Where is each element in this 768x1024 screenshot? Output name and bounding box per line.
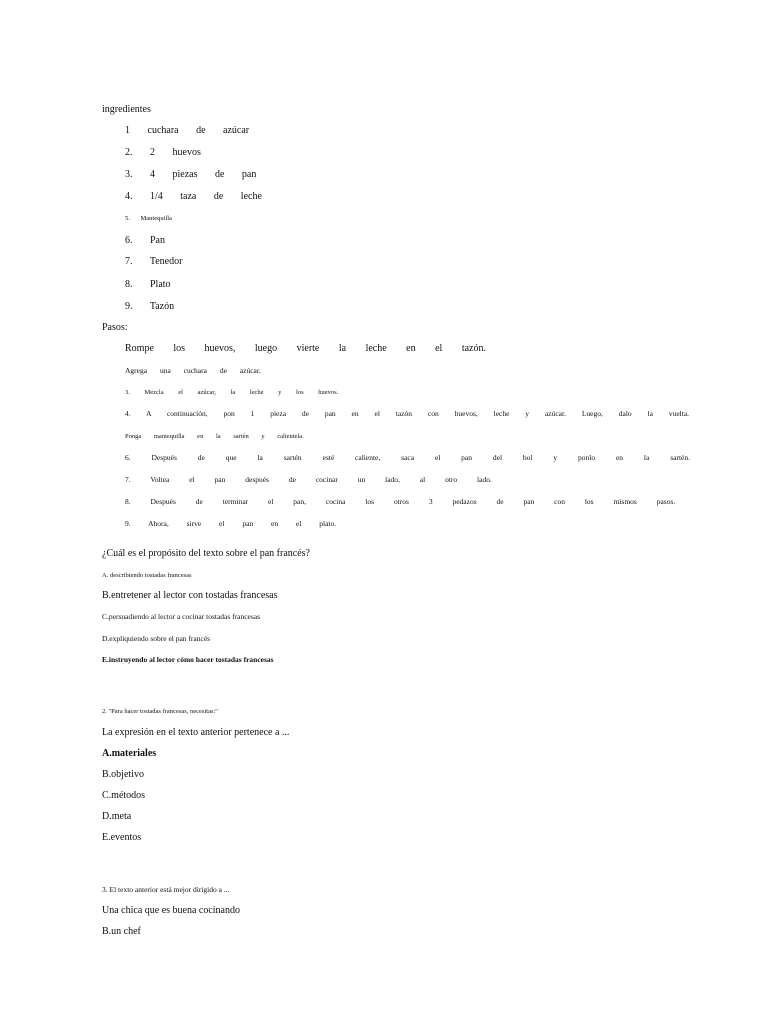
- q2-option-b: B.objetivo: [102, 769, 144, 780]
- question-2-quote: 2. "Para hacer tostadas francesas, necesitas:": [102, 708, 218, 715]
- step-item: 9. Ahora, sirve el pan en el plato.: [125, 519, 337, 528]
- ingredient-item: 6. Pan: [125, 235, 165, 246]
- step-item: 7. Voltea el pan después de cocinar un lado, al otro lado.: [125, 475, 492, 484]
- q2-option-d: D.meta: [102, 811, 132, 822]
- ingredient-item: 5. Mantequilla: [125, 215, 172, 222]
- q2-option-a: A.materiales: [102, 748, 157, 759]
- step-item: 6. Después de que la sartén esté caliente, saca el pan del bol y ponlo en la sartén.: [125, 453, 690, 462]
- step-item: Agrega una cuchara de azúcar.: [125, 366, 261, 375]
- step-item: Ponga mantequilla en la sartén y calientela.: [125, 433, 304, 440]
- q2-option-c: C.métodos: [102, 790, 146, 801]
- step-item: 4. A continuación, pon 1 pieza de pan en el tazón con huevos, leche y azúcar. Luego, dalo la vuelta.: [125, 409, 690, 418]
- ingredient-item: 8. Plato: [125, 279, 171, 290]
- q1-option-d: D.expliquiendo sobre el pan francés: [102, 634, 211, 643]
- ingredients-heading: ingredientes: [102, 104, 151, 115]
- q1-option-c: C.persuadiendo al lector a cocinar tostadas francesas: [102, 612, 261, 621]
- ingredient-item: 4. 1/4 taza de leche: [125, 191, 262, 202]
- ingredient-item: 1 cuchara de azúcar: [125, 125, 250, 136]
- q3-option-a: Una chica que es buena cocinando: [102, 905, 240, 916]
- question-1: ¿Cuál es el propósito del texto sobre el pan francés?: [102, 548, 310, 559]
- q3-option-b: B.un chef: [102, 926, 141, 937]
- ingredient-item: 9. Tazón: [125, 301, 175, 312]
- q1-option-b: B.entretener al lector con tostadas francesas: [102, 590, 278, 601]
- q1-option-e: E.instruyendo al lector cómo hacer tostadas francesas: [102, 655, 274, 664]
- steps-heading: Pasos:: [102, 322, 128, 333]
- ingredient-item: 7. Tenedor: [125, 256, 183, 267]
- step-item: Rompe los huevos, luego vierte la leche en el tazón.: [125, 343, 486, 354]
- ingredient-item: 2. 2 huevos: [125, 147, 201, 158]
- question-3: 3. El texto anterior está mejor dirigido a ...: [102, 885, 230, 894]
- q2-option-e: E.eventos: [102, 832, 142, 843]
- step-item: 8. Después de terminar el pan, cocina los otros 3 pedazos de pan con los mismos pasos.: [125, 497, 676, 506]
- step-item: 3. Mezcla el azúcar, la leche y los huevos.: [125, 389, 339, 396]
- q1-option-a: A. describiendo tostadas francesas: [102, 572, 192, 579]
- ingredient-item: 3. 4 piezas de pan: [125, 169, 257, 180]
- question-2: La expresión en el texto anterior pertenece a ...: [102, 727, 290, 738]
